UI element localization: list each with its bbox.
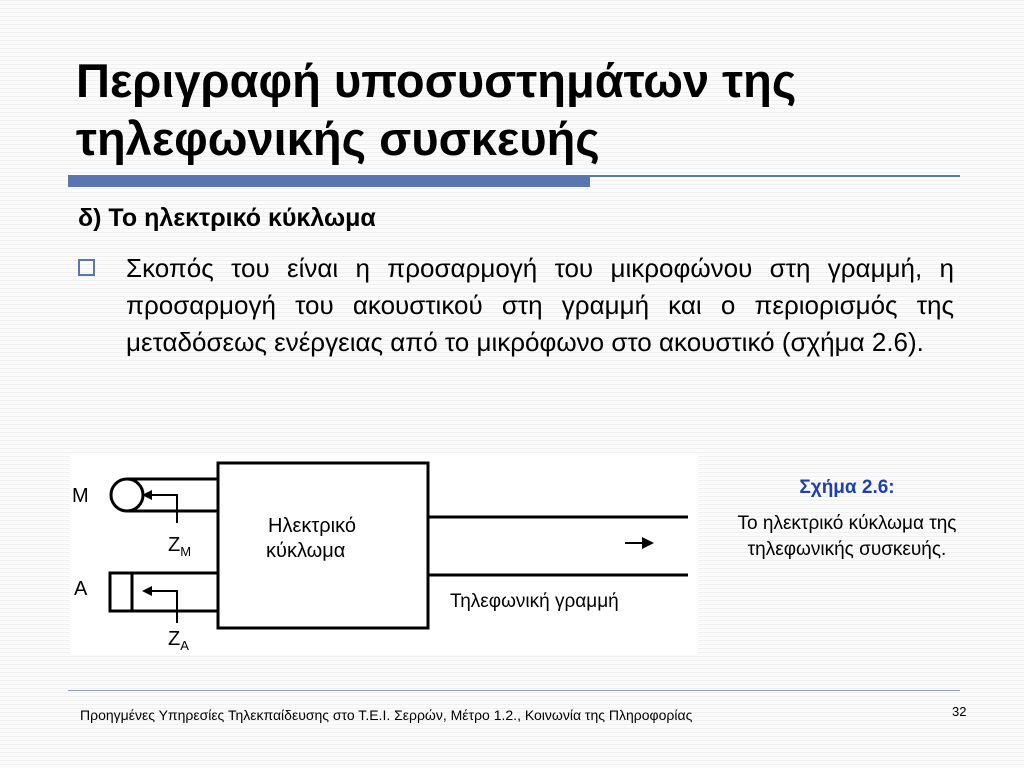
microphone-label: M <box>72 485 89 507</box>
earpiece-label: A <box>74 578 88 600</box>
bullet-text: Σκοπός του είναι η προσαρμογή του μικροφώνου στη γραμμή, η προσαρμογή του ακουστικού στη γραμμή και ο περιορισμός της μεταδόσεως ενέργειας από το μικρόφωνο στο ακουστικό (σχήμα 2.6). <box>126 253 954 357</box>
za-arrow-line <box>150 591 177 623</box>
caption-title: Σχήμα 2.6: <box>799 477 895 498</box>
box-label-line-2: κύκλωμα <box>266 540 346 562</box>
figure-caption <box>712 477 982 563</box>
slide-title-line-1: Περιγραφή υποσυστημάτων της <box>76 54 797 107</box>
slide-title-line-2: τηλεφωνικής συσκευής <box>76 112 600 165</box>
zm-arrow-line <box>150 495 177 523</box>
square-bullet-icon <box>78 259 95 276</box>
signal-arrowhead-icon <box>642 537 654 549</box>
footer-divider <box>68 690 960 691</box>
section-subheading: δ) Το ηλεκτρικό κύκλωμα <box>78 204 376 232</box>
zm-label-main: Z <box>168 534 181 556</box>
bullet-item <box>78 250 954 361</box>
earpiece-icon <box>110 573 132 611</box>
page-number: 32 <box>952 704 967 719</box>
telephone-line-label: Τηλεφωνική γραμμή <box>450 591 619 612</box>
circuit-figure <box>70 455 698 655</box>
microphone-icon <box>111 479 143 511</box>
zm-label-sub: M <box>180 544 192 559</box>
title-underline-thick <box>68 175 590 187</box>
zm-label <box>168 534 191 559</box>
za-label-main: Z <box>168 628 181 650</box>
box-label-line-1: Ηλεκτρικό <box>268 515 356 537</box>
za-arrowhead-icon <box>142 586 152 596</box>
title-underline-thin <box>590 175 960 177</box>
slide-title <box>76 52 976 168</box>
za-label-sub: A <box>180 638 189 653</box>
footer-text: Προηγμένες Υπηρεσίες Τηλεκπαίδευσης στο Τ.Ε.Ι. Σερρών, Μέτρο 1.2., Κοινωνία της Πληροφορίας <box>80 707 693 723</box>
circuit-diagram <box>70 455 698 655</box>
za-label <box>168 628 189 653</box>
caption-body: Το ηλεκτρικό κύκλωμα της τηλεφωνικής συσκευής. <box>737 513 957 560</box>
